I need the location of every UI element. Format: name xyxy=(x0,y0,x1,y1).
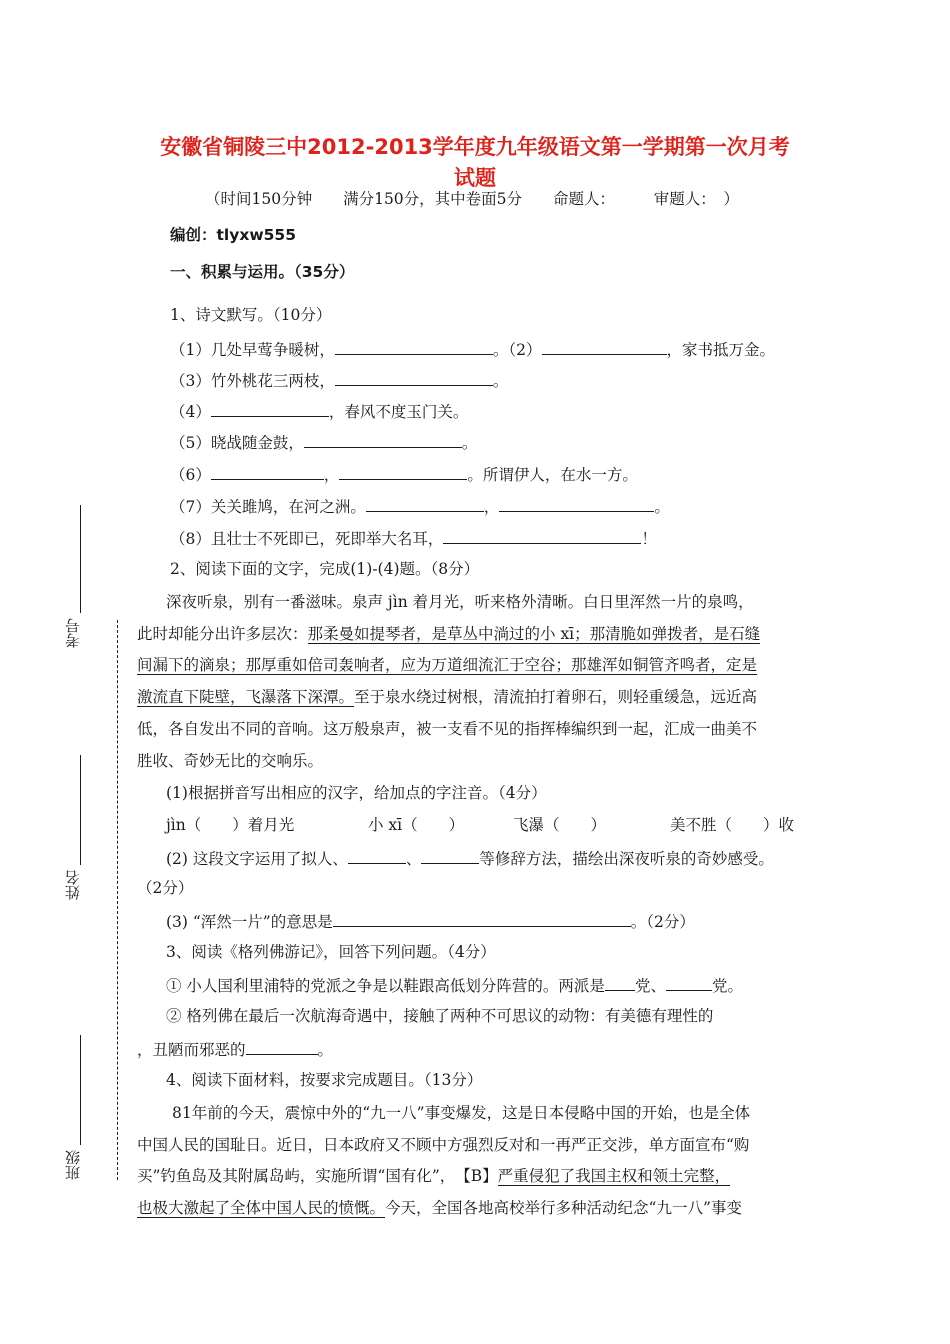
q1-l7a: （7）关关雎鸠，在河之洲。 xyxy=(170,498,366,516)
q1-l1a: （1）几处早莺争暖树， xyxy=(170,341,335,359)
q1-line7 xyxy=(170,495,670,517)
q3-i1a: ① 小人国利里浦特的党派之争是以鞋跟高低划分阵营的。两派是 xyxy=(166,977,605,995)
answer-blank[interactable] xyxy=(304,431,462,448)
q1-line5 xyxy=(170,431,477,453)
q1-l3b: 。 xyxy=(492,372,509,390)
answer-blank[interactable] xyxy=(542,338,667,355)
q2-p2a: 此时却能分出许多层次： xyxy=(137,625,308,643)
q1-line6 xyxy=(170,463,638,485)
q2-passage-line6: 胜收、奇妙无比的交响乐。 xyxy=(137,752,324,770)
answer-blank[interactable] xyxy=(211,463,324,480)
q2-s2a: (2) 这段文字运用了拟人、 xyxy=(166,850,348,868)
q4-passage-line3 xyxy=(137,1166,730,1186)
q1-l1c: ，家书抵万金。 xyxy=(666,341,776,359)
q1-l7b: ， xyxy=(483,498,500,516)
q3-item2: ② 格列佛在最后一次航海奇遇中，接触了两种不可思议的动物：有美德有理性的 xyxy=(166,1007,714,1025)
q2-p4b: 至于泉水绕过树根，清流拍打着卵石，则轻重缓急，远近高 xyxy=(354,688,758,706)
q4-p4b: 今天，全国各地高校举行多种活动纪念“九一八”事变 xyxy=(385,1199,742,1217)
q1-line1 xyxy=(170,338,775,360)
q2-sub1-item3: 飞瀑（ ） xyxy=(513,816,607,834)
q1-l6a: （6） xyxy=(170,466,211,484)
q4-passage-line1: 81年前的今天，震惊中外的“九一八”事变爆发，这是日本侵略中国的开始，也是全体 xyxy=(172,1104,751,1122)
q3-i2b: ，丑陋而邪恶的 xyxy=(137,1041,246,1059)
q2-passage-line4 xyxy=(137,687,757,707)
q1-l6c: 。所谓伊人，在水一方。 xyxy=(467,466,638,484)
banji-write-line xyxy=(80,1035,81,1145)
q3-item1 xyxy=(166,974,743,996)
q3-title: 3、阅读《格列佛游记》，回答下列问题。（4分） xyxy=(166,943,496,961)
q2-s3a: (3) “浑然一片”的意思是 xyxy=(166,913,333,931)
q1-line8 xyxy=(170,527,657,549)
answer-blank[interactable] xyxy=(335,338,493,355)
label-kaohao: 考号 xyxy=(64,618,82,648)
binding-cut-line xyxy=(117,620,118,1180)
q2-passage-line3 xyxy=(137,655,757,675)
q2-sub1-item4: 美不胜（ ）收 xyxy=(670,816,795,834)
answer-blank[interactable] xyxy=(211,400,329,417)
q1-l4b: ，春风不度玉门关。 xyxy=(328,403,469,421)
answer-blank[interactable] xyxy=(246,1038,318,1055)
q1-l3a: （3）竹外桃花三两枝， xyxy=(170,372,335,390)
answer-blank[interactable] xyxy=(348,847,406,864)
q4-p3a: 买”钓鱼岛及其附属岛屿，实施所谓“国有化”， 【B】 xyxy=(137,1167,498,1185)
q3-i1c: 党。 xyxy=(711,977,743,995)
q1-l5a: （5）晓战随金鼓， xyxy=(170,434,304,452)
exam-title-line1: 安徽省铜陵三中2012-2013学年度九年级语文第一学期第一次月考 xyxy=(160,135,790,159)
q1-l8b: ！ xyxy=(641,530,657,548)
answer-blank[interactable] xyxy=(499,495,654,512)
q2-title: 2、阅读下面的文字，完成(1)-(4)题。（8分） xyxy=(170,560,480,578)
q2-passage-line5: 低，各自发出不同的音响。这万般泉声，被一支看不见的指挥棒编织到一起，汇成一曲美不 xyxy=(137,720,758,738)
q2-sub3 xyxy=(166,910,695,932)
q2-p2b-underlined: 那柔曼如提琴者，是草丛中淌过的小 xī；那清脆如弹拨者，是石缝 xyxy=(307,625,761,643)
q2-p4a-underlined: 激流直下陡壁，飞瀑落下深潭。 xyxy=(137,688,355,706)
q4-p3b-underlined: 严重侵犯了我国主权和领土完整， xyxy=(497,1167,731,1185)
q2-passage-line1: 深夜听泉，别有一番滋味。泉声 jìn 着月光，听来格外清晰。白日里浑然一片的泉鸣， xyxy=(166,593,754,611)
q1-line3 xyxy=(170,369,508,391)
answer-blank[interactable] xyxy=(666,974,712,991)
q1-title: 1、诗文默写。（10分） xyxy=(170,306,332,324)
exam-info: （时间150分钟 满分150分，其中卷面5分 命题人： 审题人： ） xyxy=(205,190,740,208)
answer-blank[interactable] xyxy=(333,910,631,927)
q1-l7c: 。 xyxy=(654,498,670,516)
answer-blank[interactable] xyxy=(421,847,479,864)
answer-blank[interactable] xyxy=(443,527,641,544)
q3-item2-cont xyxy=(137,1038,333,1060)
q2-s2b: 、 xyxy=(405,850,422,868)
editor-credit: 编创：tlyxw555 xyxy=(170,226,296,244)
q2-sub1-item2: 小 xī（ ） xyxy=(368,816,465,834)
q3-i2c: 。 xyxy=(317,1041,334,1059)
q1-l4a: （4） xyxy=(170,403,211,421)
q4-passage-line4 xyxy=(137,1198,742,1218)
section1-heading: 一、积累与运用。（35分） xyxy=(170,263,355,281)
q1-line4 xyxy=(170,400,468,422)
answer-blank[interactable] xyxy=(366,495,484,512)
answer-blank[interactable] xyxy=(605,974,635,991)
q2-s2c: 等修辞方法，描绘出深夜听泉的奇妙感受。 xyxy=(479,850,774,868)
kaohao-write-line xyxy=(80,505,81,613)
q4-passage-line2: 中国人民的国耻日。近日，日本政府又不顾中方强烈反对和一再严正交涉，单方面宣布“购 xyxy=(137,1136,750,1154)
q2-sub2 xyxy=(166,847,774,869)
label-banji: 班级 xyxy=(64,1150,82,1180)
q2-sub1-item1: jìn（ ）着月光 xyxy=(166,816,295,834)
q2-s3b: 。（2分） xyxy=(630,913,695,931)
q1-l5b: 。 xyxy=(461,434,478,452)
exam-title-line2: 试题 xyxy=(454,166,496,190)
answer-blank[interactable] xyxy=(339,463,467,480)
label-xingming: 姓名 xyxy=(64,870,82,900)
q1-l6b: ， xyxy=(323,466,340,484)
q1-l8a: （8）且壮士不死即已，死即举大名耳， xyxy=(170,530,444,548)
answer-blank[interactable] xyxy=(335,369,493,386)
q3-i1b: 党、 xyxy=(634,977,666,995)
q2-sub2-score: （2分） xyxy=(137,879,194,897)
q2-sub1: (1)根据拼音写出相应的汉字，给加点的字注音。（4分） xyxy=(166,784,547,802)
q1-l1b: 。（2） xyxy=(492,341,542,359)
q4-title: 4、阅读下面材料，按要求完成题目。（13分） xyxy=(166,1071,483,1089)
q2-p3-underlined: 间漏下的滴泉；那厚重如倍司轰响者，应为万道细流汇于空谷；那雄浑如铜管齐鸣者，定是 xyxy=(137,656,758,674)
q4-p4a-underlined: 也极大激起了全体中国人民的愤慨。 xyxy=(137,1199,386,1217)
q2-passage-line2 xyxy=(137,624,760,644)
xingming-write-line xyxy=(80,755,81,865)
